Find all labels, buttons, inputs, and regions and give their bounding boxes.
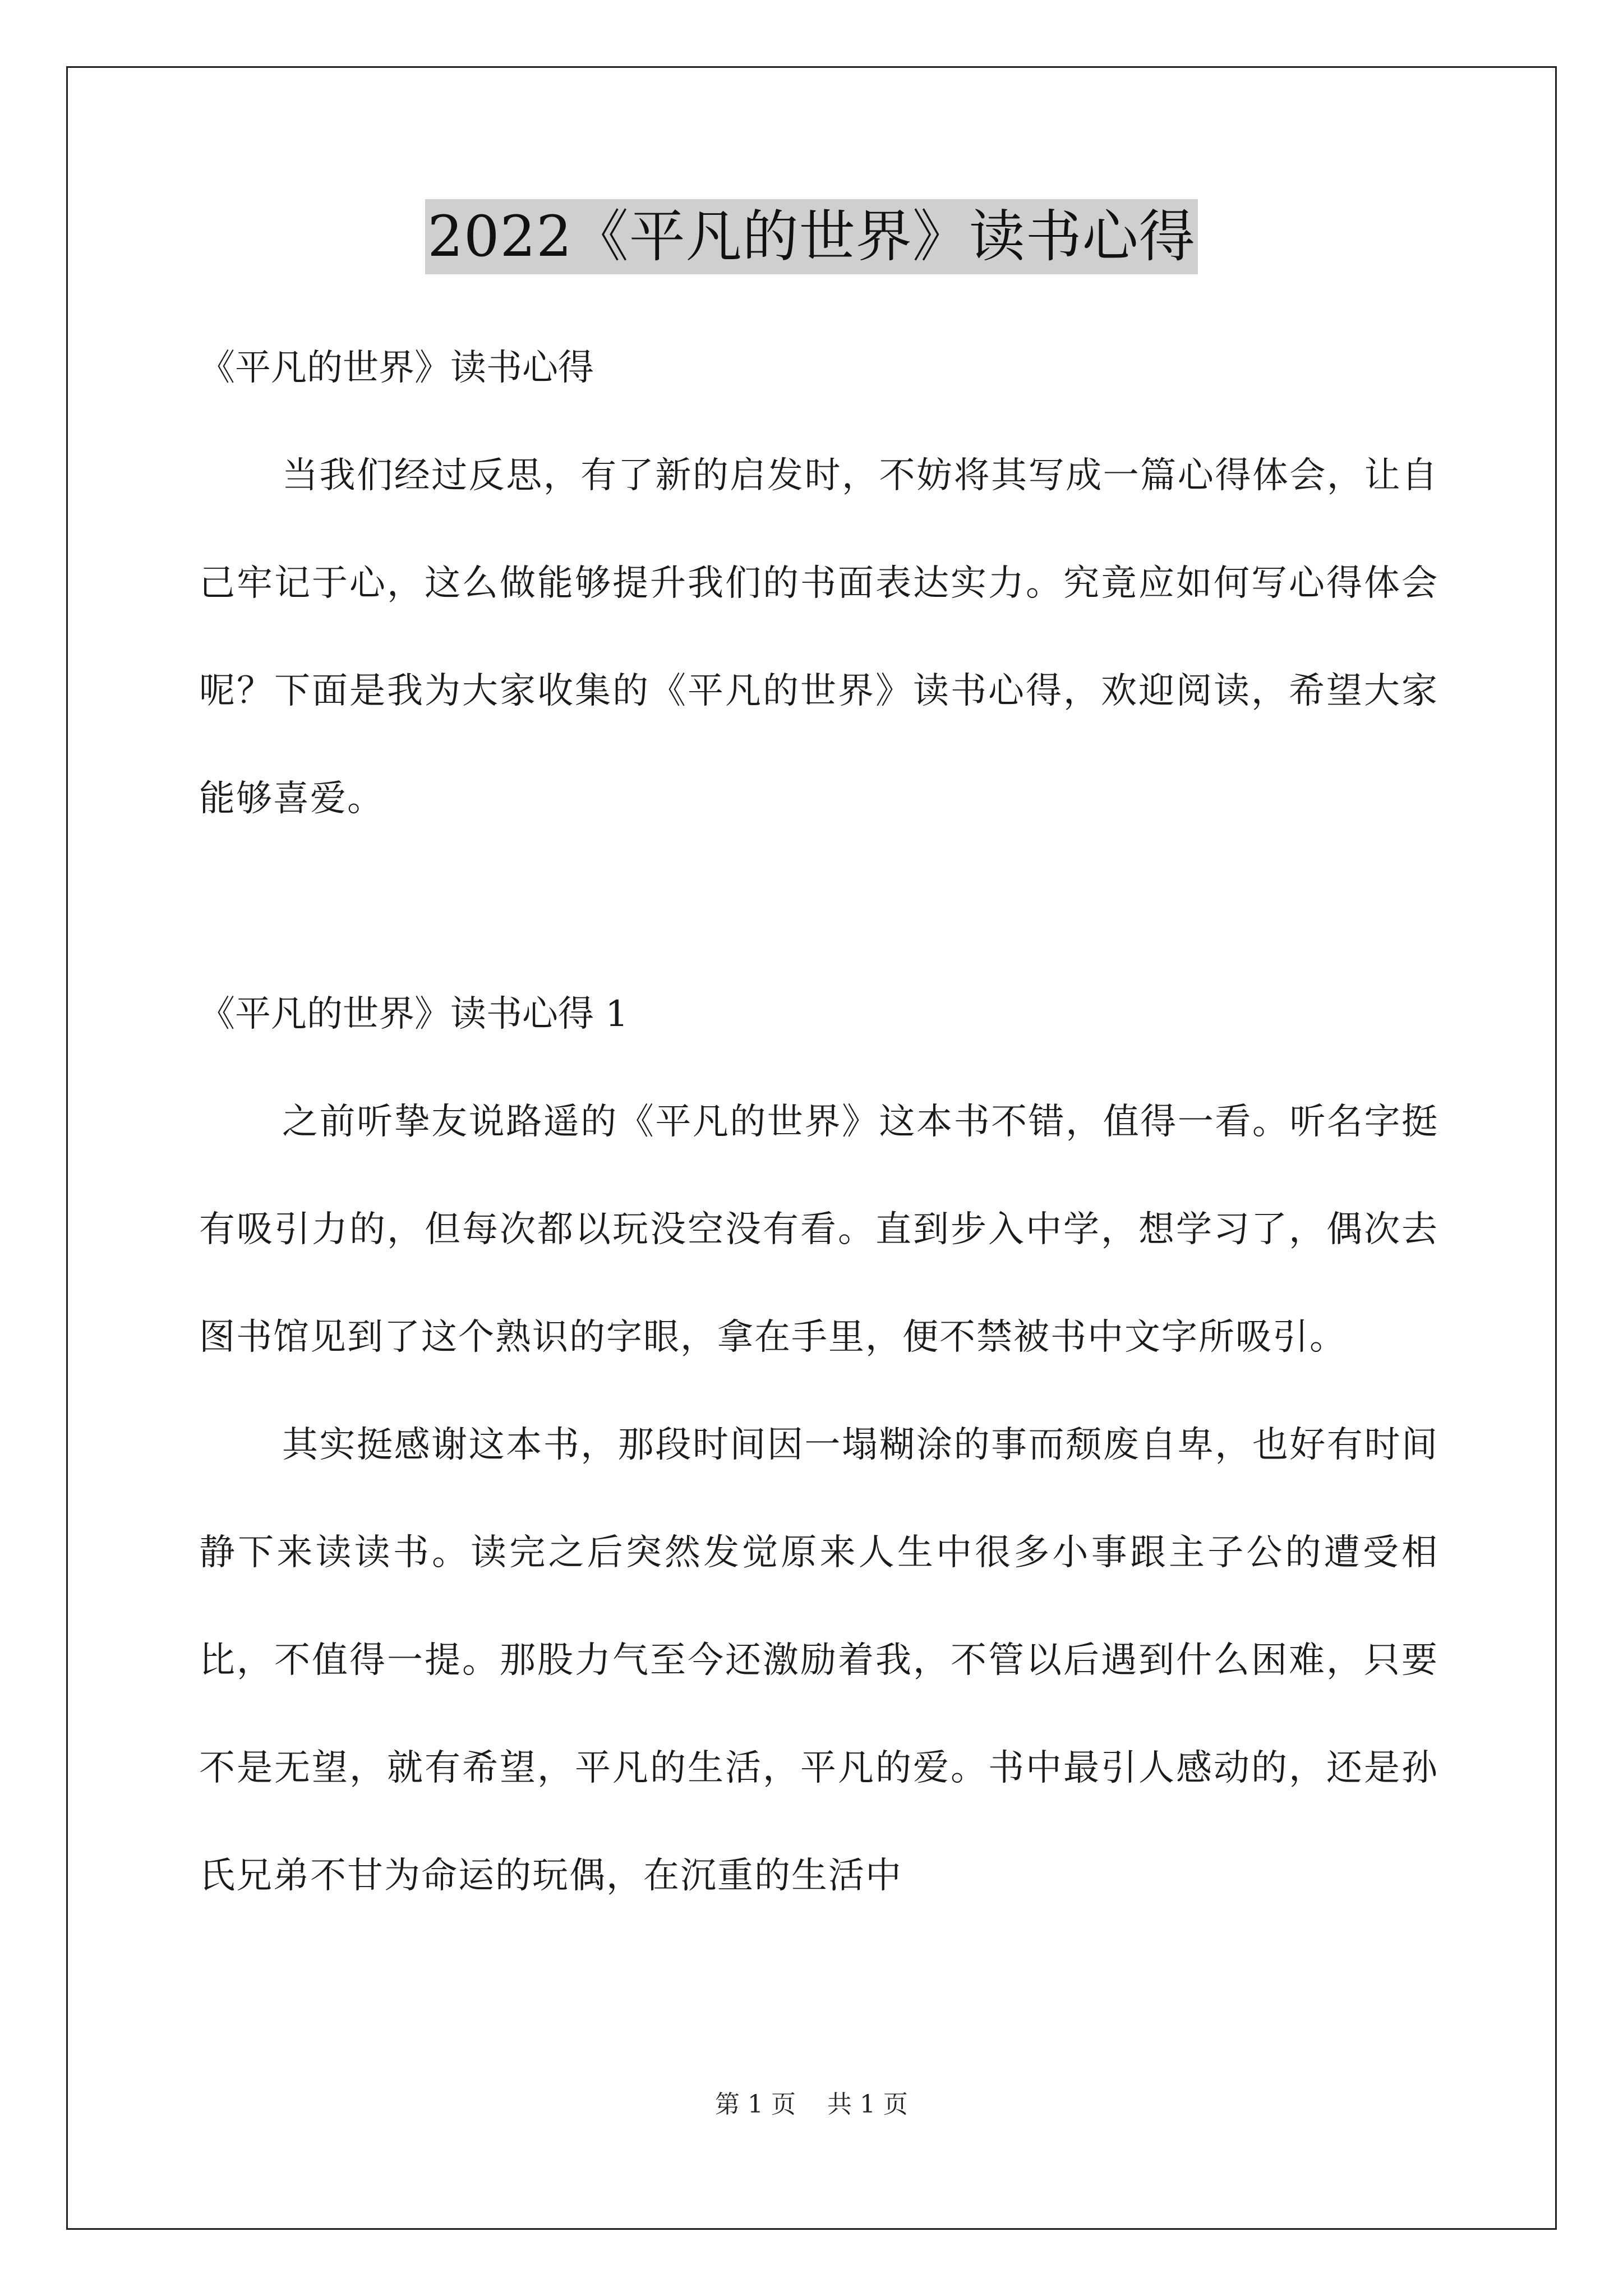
section1-heading: 《平凡的世界》读书心得 1 [199,993,629,1035]
page-footer: 第 1 页 共 1 页 [715,2090,908,2119]
section-spacer [199,853,1438,960]
document-body [199,314,1438,1930]
document-title: 2022《平凡的世界》读书心得 [425,199,1198,274]
title-container [0,199,1623,274]
intro-paragraph: 当我们经过反思，有了新的启发时，不妨将其写成一篇心得体会，让自己牢记于心，这么做能够提升我们的书面表达实力。究竟应如何写心得体会呢？下面是我为大家收集的《平凡的世界》读书心得，欢迎阅读，希望大家能够喜爱。 [199,455,1438,820]
section1-paragraph-1: 之前听挚友说路遥的《平凡的世界》这本书不错，值得一看。听名字挺有吸引力的，但每次都以玩没空没有看。直到步入中学，想学习了，偶次去图书馆见到了这个熟识的字眼，拿在手里，便不禁被书中文字所吸引。 [199,1101,1438,1358]
section1-paragraph-2: 其实挺感谢这本书，那段时间因一塌糊涂的事而颓废自卑，也好有时间静下来读读书。读完之后突然发觉原来人生中很多小事跟主子公的遭受相比，不值得一提。那股力气至今还激励着我，不管以后遇到什么困难，只要不是无望，就有希望，平凡的生活，平凡的爱。书中最引人感动的，还是孙氏兄弟不甘为命运的玩偶，在沉重的生活中 [199,1424,1438,1897]
intro-heading: 《平凡的世界》读书心得 [199,347,594,389]
